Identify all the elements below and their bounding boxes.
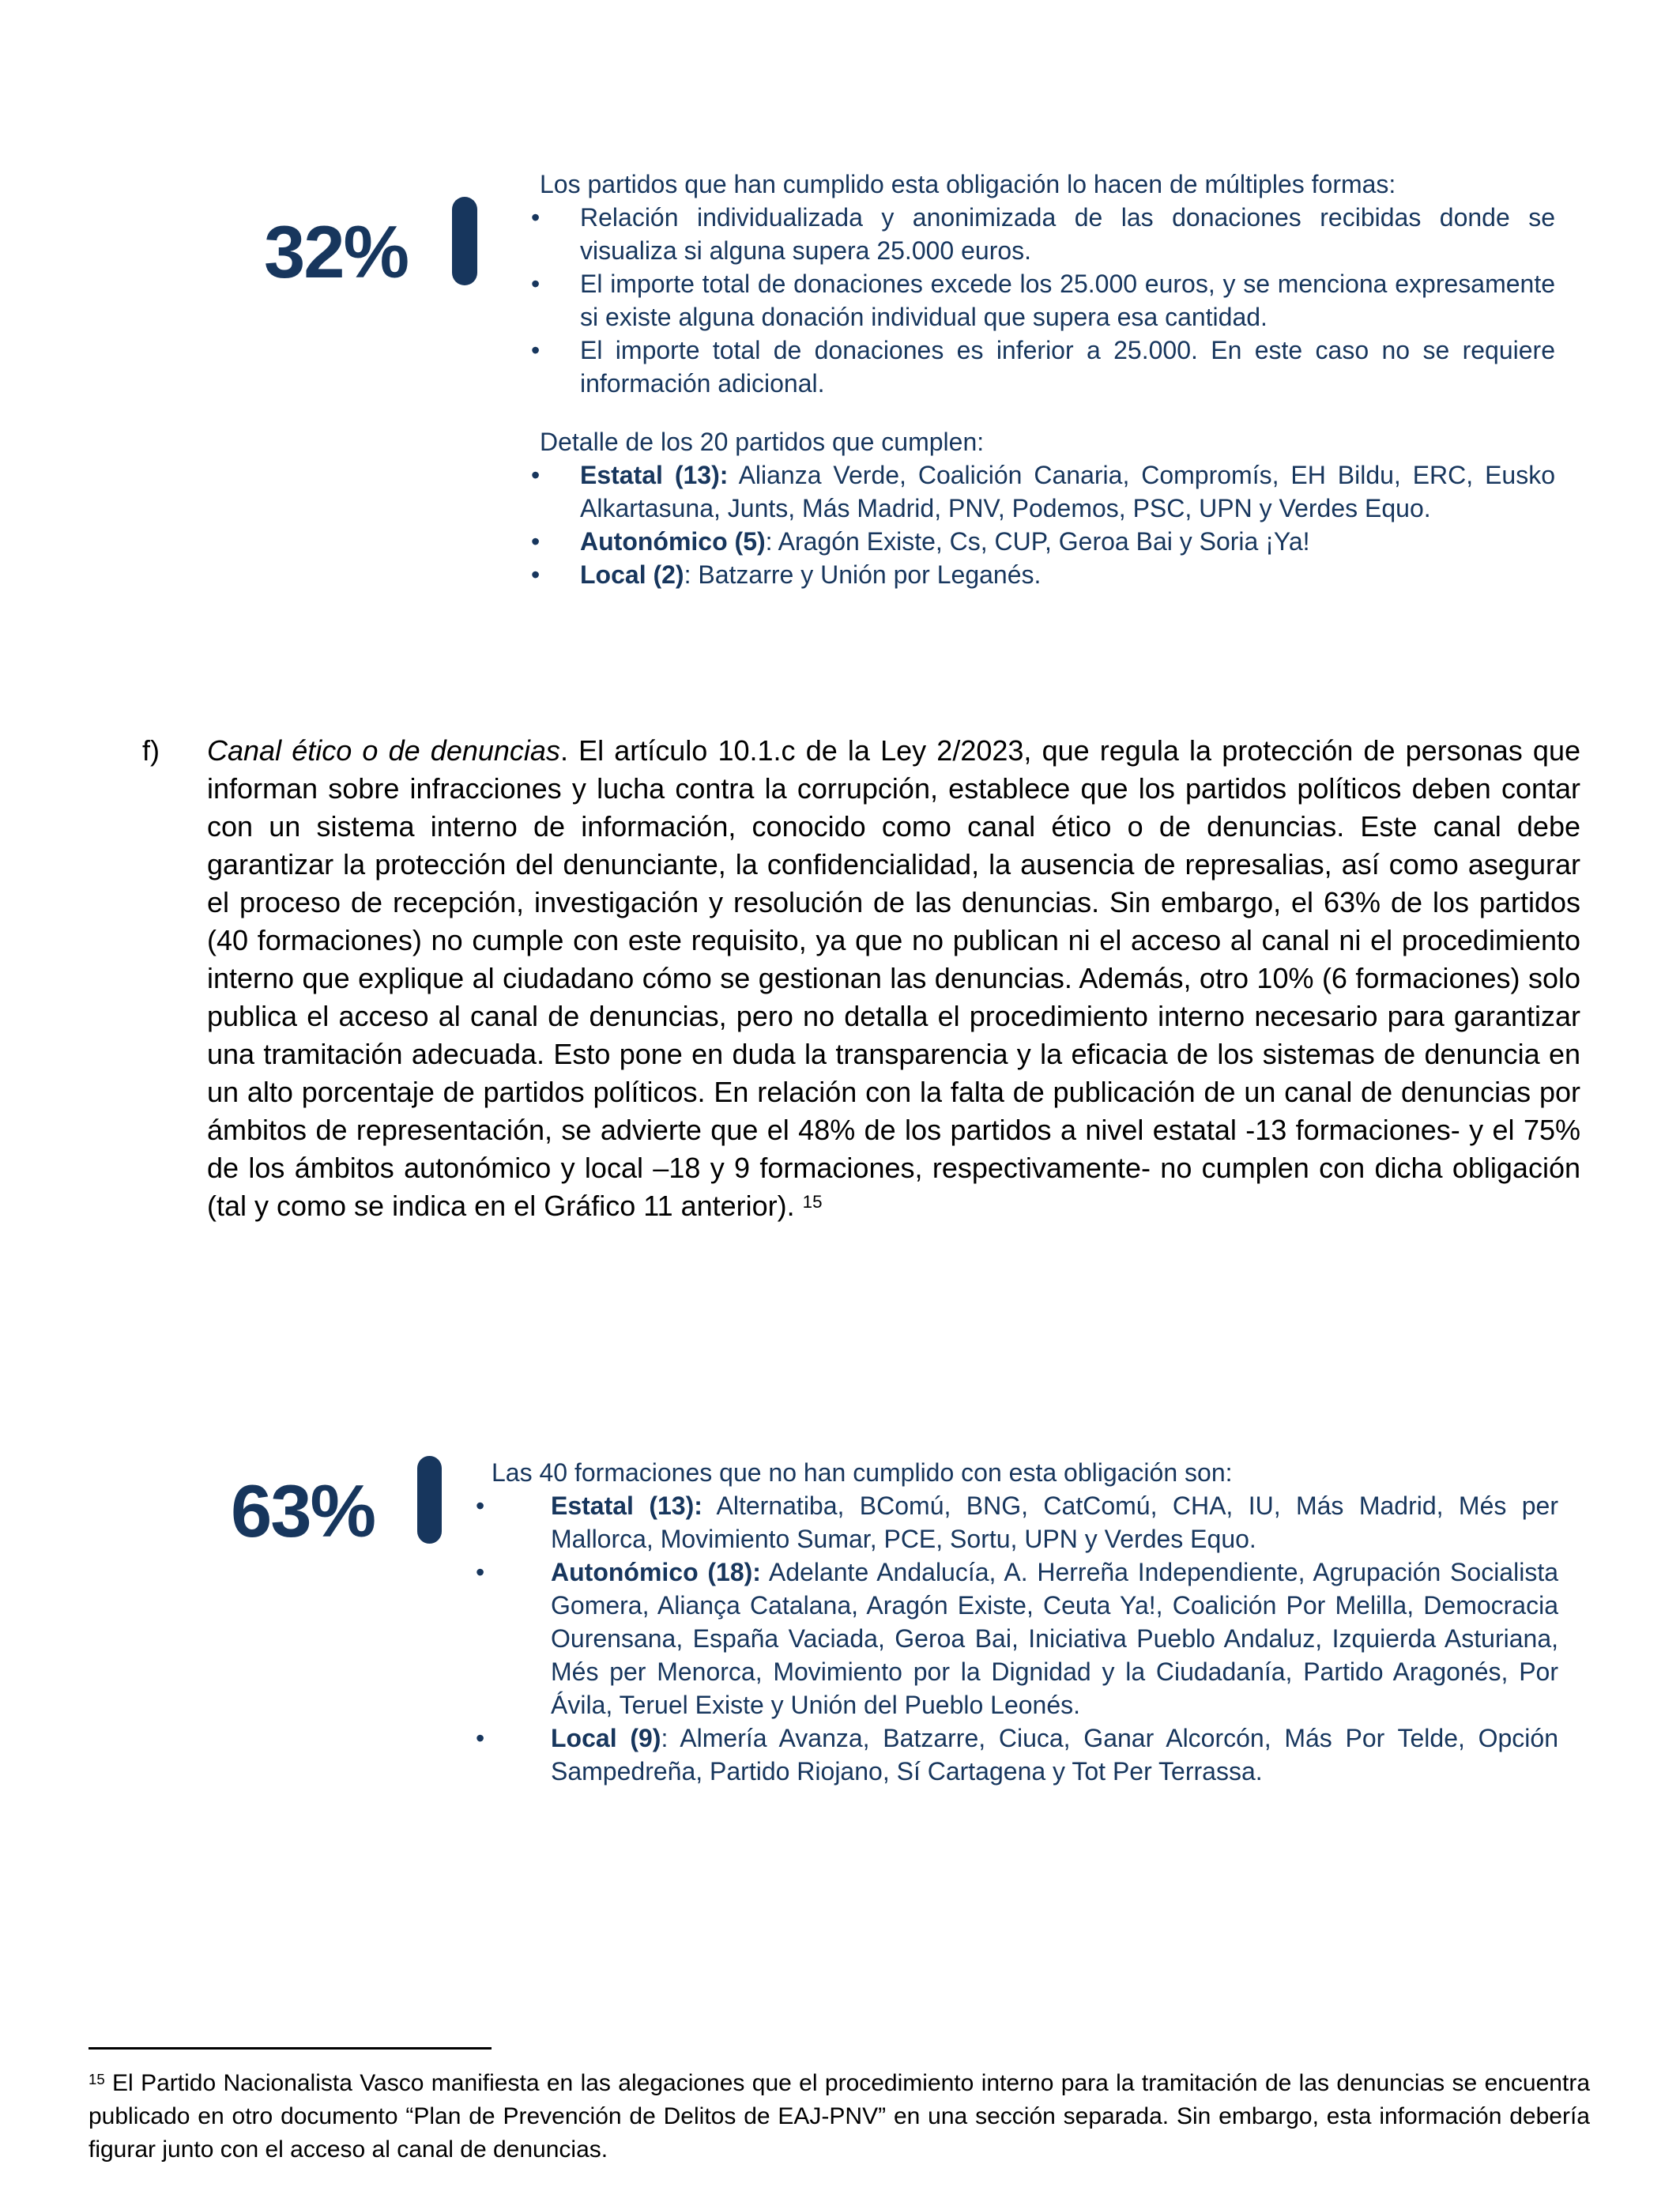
stat-32-intro: Los partidos que han cumplido esta obligación lo hacen de múltiples formas: <box>540 170 1396 198</box>
bullet-icon: • <box>531 527 541 556</box>
footnote-15-text: El Partido Nacionalista Vasco manifiesta en las alegaciones que el procedimiento interno para la tramitación de las denuncias se encuentra publicado en otro documento “Plan de Prevención de Delitos de EAJ-PNV” en una sección separada. Sin embargo, esta información debería figurar junto con el acceso al canal de denuncias. <box>89 2070 1590 2163</box>
footnote-15-marker: 15 <box>89 2070 105 2087</box>
section-f-paragraph <box>142 732 1580 1225</box>
section-f-italic-lead: Canal ético o de denuncias <box>207 734 560 767</box>
list-item-rest: : Batzarre y Unión por Leganés. <box>684 560 1042 589</box>
footnote-15 <box>89 2067 1590 2166</box>
bullet-icon: • <box>476 1724 485 1752</box>
section-f-marker: f) <box>142 734 160 767</box>
bullet-icon: • <box>531 203 541 232</box>
stat-63-percent-label: 63% <box>231 1469 375 1552</box>
complying-parties-intro: Detalle de los 20 partidos que cumplen: <box>540 428 985 456</box>
list-item-text <box>580 458 1555 525</box>
complying-parties-list <box>531 458 1556 591</box>
list-item-rest: Alianza Verde, Coalición Canaria, Compromís, EH Bildu, ERC, Eusko Alkartasuna, Junts, Más Madrid, PNV, Podemos, PSC, UPN y Verdes Equo. <box>580 461 1556 522</box>
list-item <box>531 558 1555 591</box>
stat-32-text-block <box>531 168 1556 591</box>
stat-63-text-block <box>476 1456 1559 1788</box>
bullet-icon: • <box>531 336 541 364</box>
list-item <box>531 525 1555 558</box>
list-item-lead: Local (9) <box>551 1724 661 1752</box>
list-item-rest: Alternatiba, BComú, BNG, CatComú, CHA, IU, Más Madrid, Més per Mallorca, Movimiento Sumar, PCE, Sortu, UPN y Verdes Equo. <box>551 1491 1559 1553</box>
list-item <box>531 458 1556 525</box>
list-item <box>531 334 1555 400</box>
list-item-lead: Local (2) <box>580 560 684 589</box>
list-item-text <box>580 525 1555 558</box>
section-f-body <box>207 732 1580 1225</box>
stat-63-bar-icon <box>417 1456 442 1544</box>
section-f-text: . El artículo 10.1.c de la Ley 2/2023, que regula la protección de personas que informan sobre infracciones y lucha contra la corrupción, establece que los partidos políticos deben contar con un sistema interno de información, conocido como canal ético o de denuncias. Este canal debe garantizar la protección del denunciante, la confidencialidad, la ausencia de represalias, así como asegurar el proceso de recepción, investigación y resolución de las denuncias. Sin embargo, el 63% de los partidos (40 formaciones) no cumple con este requisito, ya que no publican ni el acceso al canal ni el procedimiento interno que explique al ciudadano cómo se gestionan las denuncias. Además, otro 10% (6 formaciones) solo publica el acceso al canal de denuncias, pero no detalla el procedimiento interno necesario para garantizar una tramitación adecuada. Esto pone en duda la transparencia y la eficacia de los sistemas de denuncia en un alto porcentaje de partidos políticos. En relación con la falta de publicación de un canal de denuncias por ámbitos de representación, se advierte que el 48% de los partidos a nivel estatal -13 formaciones- y el 75% de los ámbitos autonómico y local –18 y 9 formaciones, respectivamente- no cumplen con dicha obligación (tal y como se indica en el Gráfico 11 anterior). <box>207 734 1580 1222</box>
list-item <box>476 1489 1559 1556</box>
list-item-text <box>551 1489 1558 1556</box>
list-item-lead: Autonómico (5) <box>580 527 766 556</box>
list-item <box>476 1722 1559 1788</box>
list-item-text <box>551 1722 1558 1788</box>
list-item-text: El importe total de donaciones es inferior a 25.000. En este caso no se requiere información adicional. <box>580 336 1555 398</box>
list-item-lead: Estatal (13): <box>551 1491 703 1520</box>
bullet-icon: • <box>476 1491 485 1520</box>
noncomplying-parties-list <box>476 1489 1559 1788</box>
bullet-icon: • <box>531 270 541 298</box>
list-item <box>531 201 1555 267</box>
stat-63-intro: Las 40 formaciones que no han cumplido con esta obligación son: <box>492 1458 1233 1487</box>
bullet-icon: • <box>476 1558 485 1586</box>
stat-32-percent-label: 32% <box>264 210 409 293</box>
list-item-text: Relación individualizada y anonimizada de las donaciones recibidas donde se visualiza si alguna supera 25.000 euros. <box>580 203 1555 265</box>
list-item-text: El importe total de donaciones excede los 25.000 euros, y se menciona expresamente si existe alguna donación individual que supera esa cantidad. <box>580 270 1555 331</box>
footnote-reference-15: 15 <box>802 1191 823 1212</box>
list-item-lead: Autonómico (18): <box>551 1558 761 1586</box>
footnote-area <box>89 2047 1590 2166</box>
list-item-text <box>580 558 1555 591</box>
stat-32-bar-icon <box>452 197 477 285</box>
list-item-lead: Estatal (13): <box>580 461 729 489</box>
bullet-icon: • <box>531 461 541 489</box>
donation-methods-list <box>531 201 1555 400</box>
footnote-separator <box>89 2047 492 2050</box>
list-item-rest: : Almería Avanza, Batzarre, Ciuca, Ganar Alcorcón, Más Por Telde, Opción Sampedreña, Partido Riojano, Sí Cartagena y Tot Per Terrassa. <box>551 1724 1559 1786</box>
list-item <box>476 1556 1558 1722</box>
list-item-rest: : Aragón Existe, Cs, CUP, Geroa Bai y Soria ¡Ya! <box>765 527 1310 556</box>
list-item-text <box>551 1556 1558 1722</box>
list-item <box>531 267 1555 334</box>
list-item-rest: Adelante Andalucía, A. Herreña Independiente, Agrupación Socialista Gomera, Aliança Catalana, Aragón Existe, Ceuta Ya!, Coalición Por Melilla, Democracia Ourensana, España Vaciada, Geroa Bai, Iniciativa Pueblo Andaluz, Izquierda Asturiana, Més per Menorca, Movimiento por la Dignidad y la Ciudadanía, Partido Aragonés, Por Ávila, Teruel Existe y Unión del Pueblo Leonés. <box>551 1558 1558 1719</box>
bullet-icon: • <box>531 560 541 589</box>
